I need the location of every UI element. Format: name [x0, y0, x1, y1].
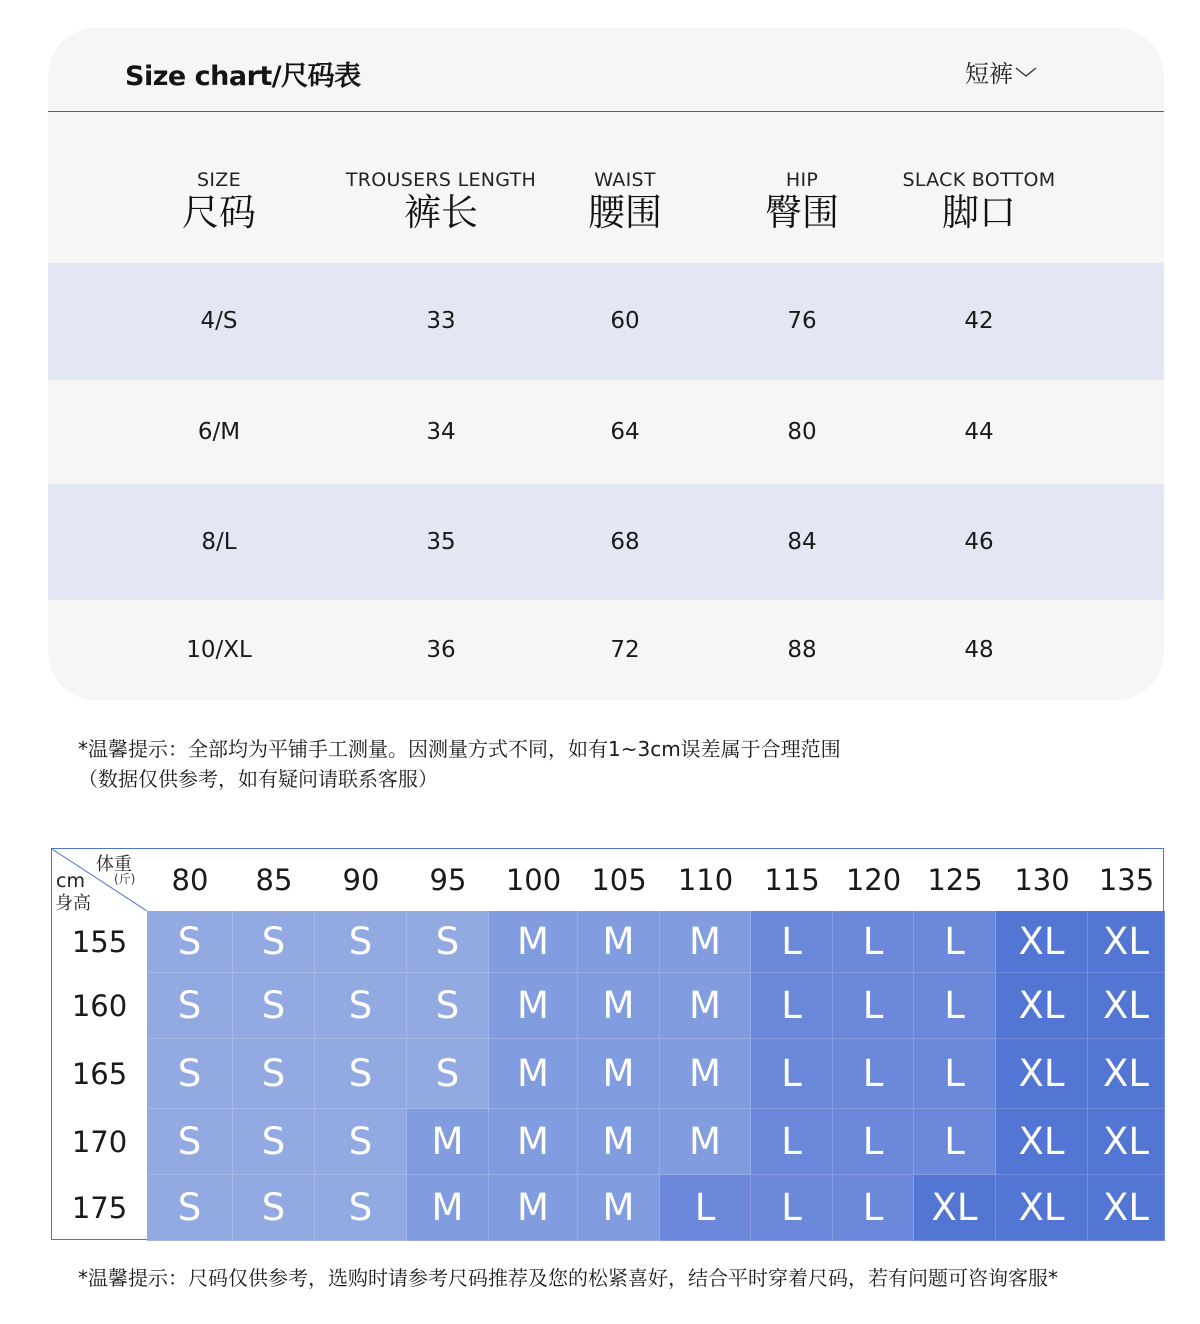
- size-cell: S: [407, 911, 489, 973]
- weight-header: 130: [1014, 863, 1070, 897]
- size-cell: L: [751, 1175, 833, 1241]
- size-cell: S: [315, 973, 407, 1039]
- size-cell: S: [315, 1175, 407, 1241]
- size-cell: L: [833, 1109, 914, 1175]
- divider: [48, 111, 1164, 112]
- column-header: [859, 168, 1099, 234]
- size-cell: M: [489, 1109, 578, 1175]
- height-header: 170: [71, 1125, 128, 1159]
- weight-header: 125: [927, 863, 983, 897]
- table-cell: 72: [610, 637, 640, 663]
- size-cell: M: [578, 1175, 660, 1241]
- grid-corner-header: [52, 849, 147, 914]
- size-cell: M: [578, 1039, 660, 1109]
- size-cell: M: [489, 973, 578, 1039]
- size-cell: S: [233, 973, 315, 1039]
- column-header-cn: 裤长: [404, 191, 478, 234]
- table-cell: 60: [610, 308, 640, 334]
- size-cell: L: [914, 1039, 996, 1109]
- weight-unit-label: (斤): [114, 872, 136, 886]
- table-cell: 48: [964, 637, 994, 663]
- height-header: 165: [71, 1057, 128, 1091]
- size-cell: M: [407, 1175, 489, 1241]
- size-cell: S: [315, 1039, 407, 1109]
- weight-header: 95: [429, 863, 467, 897]
- table-cell: 34: [426, 419, 456, 445]
- table-cell: 8/L: [201, 529, 237, 555]
- table-row: [48, 600, 1164, 700]
- size-cell: XL: [996, 911, 1088, 973]
- size-cell: L: [914, 973, 996, 1039]
- table-row: [48, 263, 1164, 380]
- column-header: [99, 168, 339, 234]
- column-header-en: WAIST: [594, 169, 656, 191]
- size-chart-card: [48, 28, 1164, 700]
- measurement-note: [78, 734, 841, 794]
- size-cell: XL: [1088, 1109, 1165, 1175]
- size-cell: L: [914, 1109, 996, 1175]
- size-cell: XL: [914, 1175, 996, 1241]
- size-cell: M: [489, 911, 578, 973]
- product-type-selector[interactable]: [965, 54, 1037, 89]
- size-cell: S: [233, 1175, 315, 1241]
- recommendation-note: *温馨提示：尺码仅供参考，选购时请参考尺码推荐及您的松紧喜好，结合平时穿着尺码，若有问题可咨询客服*: [78, 1266, 1058, 1290]
- table-cell: 10/XL: [186, 637, 252, 663]
- size-cell: L: [751, 1039, 833, 1109]
- height-header: 160: [71, 989, 128, 1023]
- size-cell: XL: [1088, 973, 1165, 1039]
- size-cell: M: [578, 911, 660, 973]
- size-cell: M: [578, 1109, 660, 1175]
- size-cell: S: [407, 1039, 489, 1109]
- measurement-note-line2: （数据仅供参考，如有疑问请联系客服）: [78, 767, 438, 791]
- table-cell: 68: [610, 529, 640, 555]
- table-cell: 46: [964, 529, 994, 555]
- weight-header: 80: [171, 863, 209, 897]
- column-header-cn: 腰围: [588, 191, 662, 234]
- table-cell: 42: [964, 308, 994, 334]
- size-cell: S: [147, 973, 233, 1039]
- size-cell: M: [660, 1039, 751, 1109]
- size-cell: S: [315, 911, 407, 973]
- table-cell: 76: [787, 308, 817, 334]
- table-cell: 88: [787, 637, 817, 663]
- height-axis-label: 身高: [55, 893, 91, 914]
- table-cell: 64: [610, 419, 640, 445]
- size-cell: XL: [996, 1175, 1088, 1241]
- column-header-cn: 臀围: [765, 191, 839, 234]
- column-header-cn: 脚口: [942, 191, 1016, 234]
- size-cell: XL: [996, 973, 1088, 1039]
- table-cell: 35: [426, 529, 456, 555]
- size-cell: L: [751, 973, 833, 1039]
- weight-header: 90: [342, 863, 380, 897]
- size-cell: S: [147, 1175, 233, 1241]
- weight-axis-label: 体重: [96, 854, 132, 875]
- height-header: 155: [71, 925, 128, 959]
- size-cell: L: [833, 973, 914, 1039]
- size-cell: XL: [996, 1109, 1088, 1175]
- column-header-cn: 尺码: [182, 191, 256, 234]
- weight-header: 105: [591, 863, 647, 897]
- table-row: [48, 380, 1164, 484]
- size-cell: M: [489, 1175, 578, 1241]
- size-cell: L: [914, 911, 996, 973]
- size-cell: M: [407, 1109, 489, 1175]
- size-cell: L: [751, 1109, 833, 1175]
- size-cell: XL: [1088, 911, 1165, 973]
- chevron-down-icon: [1015, 56, 1037, 84]
- size-cell: M: [660, 1109, 751, 1175]
- column-header-en: TROUSERS LENGTH: [345, 169, 537, 191]
- size-cell: M: [578, 973, 660, 1039]
- size-cell: L: [660, 1175, 751, 1241]
- size-cell: S: [233, 911, 315, 973]
- size-cell: L: [833, 1175, 914, 1241]
- size-cell: S: [147, 1109, 233, 1175]
- size-cell: M: [660, 911, 751, 973]
- size-cell: L: [751, 911, 833, 973]
- table-cell: 4/S: [200, 308, 238, 334]
- weight-header: 100: [505, 863, 562, 897]
- weight-header: 120: [845, 863, 902, 897]
- column-header-en: HIP: [785, 169, 819, 191]
- table-cell: 6/M: [197, 419, 241, 445]
- table-cell: 84: [787, 529, 817, 555]
- card-title: Size chart/尺码表: [125, 61, 361, 92]
- measurement-note-line1: *温馨提示：全部均为平铺手工测量。因测量方式不同，如有1~3cm误差属于合理范围: [78, 737, 841, 761]
- size-cell: S: [315, 1109, 407, 1175]
- size-cell: L: [833, 911, 914, 973]
- table-cell: 36: [426, 637, 456, 663]
- size-cell: M: [489, 1039, 578, 1109]
- size-cell: S: [233, 1039, 315, 1109]
- size-cell: M: [660, 973, 751, 1039]
- size-cell: S: [233, 1109, 315, 1175]
- weight-header: 135: [1098, 863, 1155, 897]
- height-header: 175: [71, 1191, 128, 1225]
- column-header-en: SLACK BOTTOM: [902, 169, 1056, 191]
- table-cell: 80: [787, 419, 817, 445]
- weight-header: 110: [677, 863, 734, 897]
- size-cell: XL: [1088, 1039, 1165, 1109]
- selector-label: 短裤: [965, 60, 1013, 88]
- size-cell: L: [833, 1039, 914, 1109]
- table-row: [48, 484, 1164, 600]
- size-cell: S: [147, 1039, 233, 1109]
- size-cell: XL: [996, 1039, 1088, 1109]
- size-cell: XL: [1088, 1175, 1165, 1241]
- size-recommendation-grid: [51, 848, 1164, 1240]
- size-cell: S: [407, 973, 489, 1039]
- weight-header: 85: [255, 863, 293, 897]
- column-header-en: SIZE: [197, 169, 241, 191]
- table-cell: 33: [426, 308, 456, 334]
- weight-header: 115: [764, 863, 820, 897]
- table-cell: 44: [964, 419, 994, 445]
- height-unit-label: cm: [56, 870, 85, 892]
- size-cell: S: [147, 911, 233, 973]
